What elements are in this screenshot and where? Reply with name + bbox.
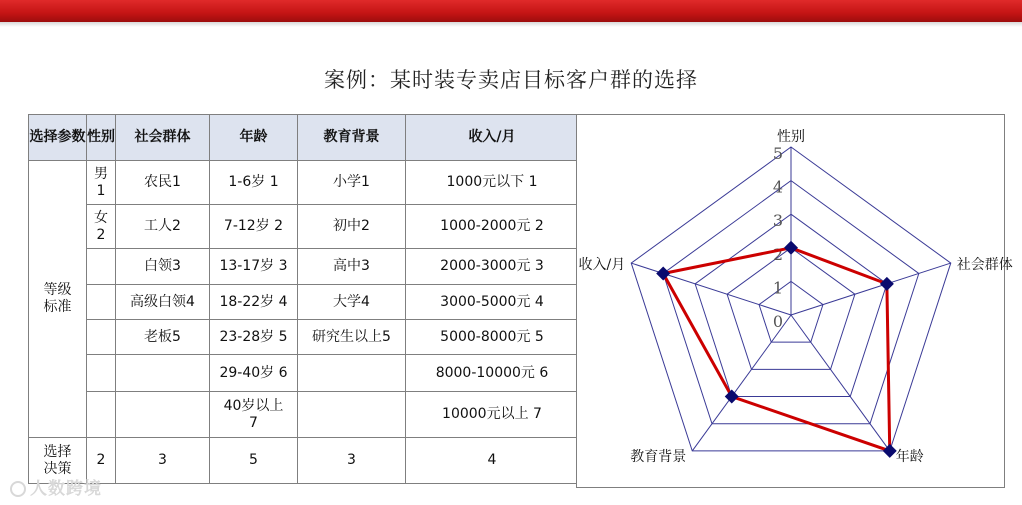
axis-label: 社会群体 [956,257,1013,274]
table-row [29,161,579,205]
tick-label: 4 [772,177,784,197]
table-row [29,355,579,392]
decision-education: 3 [298,438,406,484]
axis-spoke [791,315,890,451]
page-title: 案例：某时装专卖店目标客户群的选择 [324,68,698,92]
axis-spoke [791,263,951,315]
row-group-label: 等级标准 [29,161,87,438]
axis-spoke [631,263,791,315]
target-customer-table [28,114,579,484]
income-cell: 1000-2000元 2 [406,205,579,249]
social-group-cell-empty [116,392,210,438]
education-cell: 高中3 [298,249,406,285]
decision-row [29,438,579,484]
radar-chart-panel [576,114,1013,488]
social-group-cell: 老板5 [116,320,210,355]
education-cell-empty [298,392,406,438]
tick-label: 1 [772,278,784,298]
income-cell: 2000-3000元 3 [406,249,579,285]
table-header-row [29,115,579,161]
gender-cell: 男1 [87,161,116,205]
data-point-marker [784,241,798,255]
age-cell: 13-17岁 3 [210,249,298,285]
gender-cell-empty [87,320,116,355]
age-cell: 29-40岁 6 [210,355,298,392]
tick-label: 2 [772,244,784,264]
table-row [29,205,579,249]
top-banner-bar [0,0,1022,22]
gender-cell-empty [87,285,116,320]
table-row [29,320,579,355]
education-cell: 初中2 [298,205,406,249]
social-group-cell: 工人2 [116,205,210,249]
banner-shadow [0,22,1022,27]
data-point-marker [883,444,897,458]
decision-social-group: 3 [116,438,210,484]
gender-cell: 女2 [87,205,116,249]
data-point-marker [656,266,670,280]
axis-spoke [692,315,791,451]
axis-label: 教育背景 [630,448,687,465]
gender-cell-empty [87,249,116,285]
income-cell: 5000-8000元 5 [406,320,579,355]
table-row [29,285,579,320]
axis-label: 年龄 [895,448,924,465]
header-cell: 教育背景 [298,115,406,161]
education-cell: 研究生以上5 [298,320,406,355]
table-row [29,249,579,285]
income-cell: 3000-5000元 4 [406,285,579,320]
header-cell: 收入/月 [406,115,579,161]
age-cell: 23-28岁 5 [210,320,298,355]
axis-label: 性别 [777,129,805,145]
age-cell: 7-12岁 2 [210,205,298,249]
income-cell: 1000元以下 1 [406,161,579,205]
axis-label: 收入/月 [578,257,626,274]
decision-age: 5 [210,438,298,484]
social-group-cell: 白领3 [116,249,210,285]
radar-chart [577,115,1013,489]
tick-label: 3 [772,211,784,231]
education-cell-empty [298,355,406,392]
header-cell: 社会群体 [116,115,210,161]
tick-label: 5 [772,144,784,163]
header-cell: 年龄 [210,115,298,161]
age-cell: 1-6岁 1 [210,161,298,205]
decision-label: 选择决策 [29,438,87,484]
age-cell: 40岁以上7 [210,392,298,438]
data-point-marker [880,277,894,291]
education-cell: 小学1 [298,161,406,205]
wechat-logo-icon [10,481,26,497]
table-row [29,392,579,438]
education-cell: 大学4 [298,285,406,320]
income-cell: 10000元以上 7 [406,392,579,438]
header-cell: 性别 [87,115,116,161]
income-cell: 8000-10000元 6 [406,355,579,392]
gender-cell-empty [87,355,116,392]
decision-income: 4 [406,438,579,484]
data-point-marker [725,390,739,404]
age-cell: 18-22岁 4 [210,285,298,320]
gender-cell-empty [87,392,116,438]
watermark: 人数跨境 [10,474,102,499]
social-group-cell: 农民1 [116,161,210,205]
social-group-cell-empty [116,355,210,392]
social-group-cell: 高级白领4 [116,285,210,320]
tick-label: 0 [772,312,784,331]
decision-gender: 2 [87,438,116,484]
header-cell: 选择参数 [29,115,87,161]
